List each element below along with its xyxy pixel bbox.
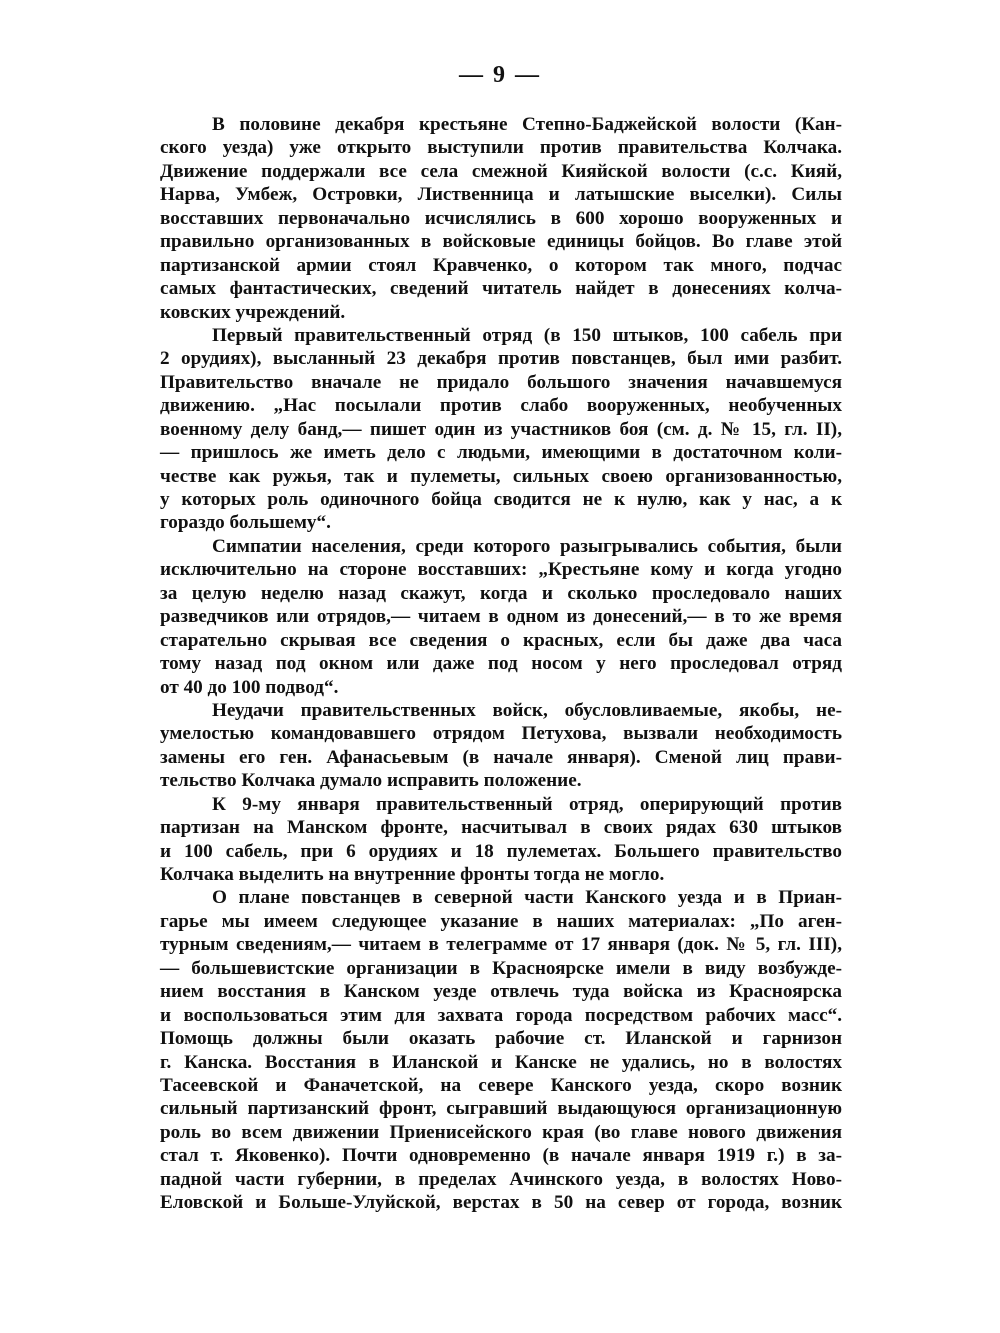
text-line: восставших первоначально исчислялись в 600 хорошо вооруженных и — [160, 207, 842, 229]
body-text — [160, 113, 842, 1215]
text-line: Первый правительственный отряд (в 150 штыков, 100 сабель при — [212, 324, 842, 346]
text-line: О плане повстанцев в северной части Канского уезда и в Приан- — [212, 887, 842, 909]
text-line: честве как ружья, так и пулеметы, сильных своею организованностью, — [160, 465, 842, 487]
text-line: г. Канска. Восстания в Иланской и Канске не удались, но в волостях — [160, 1051, 842, 1073]
text-line: тельство Колчака думало исправить положение. — [160, 770, 582, 792]
text-line: военному делу банд,— пишет один из участников боя (см. д. № 15, гл. II), — [160, 418, 842, 440]
text-line: партизанской армии стоял Кравченко, о котором так много, подчас — [160, 254, 842, 276]
text-line: турным сведениям,— читаем в телеграмме от 17 января (док. № 5, гл. III), — [160, 934, 842, 956]
text-line: Еловской и Больше-Улуйской, верстах в 50 на север от города, возник — [160, 1192, 842, 1214]
text-line: Тасеевской и Фаначетской, на севере Канского уезда, скоро возник — [160, 1074, 842, 1096]
text-line: сильный партизанский фронт, сыгравший выдающуюся организационную — [160, 1098, 842, 1120]
paragraph-4 — [160, 699, 842, 793]
text-line: — большевистские организации в Красноярске имели в виду возбужде- — [160, 957, 842, 979]
text-line: движению. „Нас посылали против слабо вооруженных, необученных — [160, 395, 842, 417]
text-line: исключительно на стороне восставших: „Крестьяне кому и когда угодно — [160, 559, 842, 581]
text-line: Колчака выделить на внутренние фронты тогда не могло. — [160, 864, 665, 885]
text-line: гораздо большему“. — [160, 512, 331, 534]
paragraph-3 — [160, 535, 842, 699]
text-line: правильно организованных в войсковые единицы бойцов. Во главе этой — [160, 231, 842, 253]
text-line: за целую неделю назад скажут, когда и сколько проследовало наших — [160, 582, 842, 604]
text-line: тому назад под окном или даже под носом у него проследовал отряд — [160, 653, 842, 675]
text-line: партизан на Манском фронте, насчитывал в своих рядах 630 штыков — [160, 817, 842, 839]
text-line: Симпатии населения, среди которого разыгрывались события, были — [212, 535, 842, 557]
text-line: ского уезда) уже открыто выступили против правительства Колчака. — [160, 137, 842, 159]
text-line: и воспользоваться этим для захвата города посредством рабочих масс“. — [160, 1004, 842, 1026]
text-line: нием восстания в Канском уезде отвлечь туда войска из Красноярска — [160, 981, 842, 1003]
text-line: падной части губернии, в пределах Ачинского уезда, в волостях Ново- — [160, 1168, 842, 1190]
text-line: старательно скрывая все сведения о красных, если бы даже два часа — [160, 629, 842, 651]
text-line: — пришлось же иметь дело с людьми, имеющими в достаточном коли- — [160, 442, 842, 464]
paragraph-6 — [160, 886, 842, 1214]
text-line: Движение поддержали все села смежной Кияйской волости (с.с. Кияй, — [160, 160, 842, 182]
text-line: самых фантастических, сведений читатель найдет в донесениях колча- — [160, 278, 842, 300]
paragraph-5 — [160, 793, 842, 887]
text-line: В половине декабря крестьяне Степно-Баджейской волости (Кан- — [212, 114, 842, 135]
text-line: Неудачи правительственных войск, обусловливаемые, якобы, не- — [212, 699, 842, 721]
text-line: стал т. Яковенко). Почти одновременно (в начале января 1919 г.) в за- — [160, 1145, 842, 1167]
text-line: и 100 сабель, при 6 орудиях и 18 пулеметах. Большего правительство — [160, 840, 842, 862]
text-line: К 9-му января правительственный отряд, оперирующий против — [212, 793, 842, 815]
text-line: от 40 до 100 подвод“. — [160, 676, 339, 698]
text-line: Нарва, Умбеж, Островки, Лиственница и латышские выселки). Силы — [160, 184, 842, 206]
text-line: разведчиков или отрядов,— читаем в одном из донесений,— в то же время — [160, 606, 842, 628]
text-line: у которых роль одиночного бойца сводится не к нулю, как у нас, а к — [160, 489, 842, 510]
paragraph-2 — [160, 324, 842, 535]
text-line: гарье мы имеем следующее указание в наших материалах: „По аген- — [160, 910, 842, 932]
text-line: роль во всем движении Приенисейского края (во главе нового движения — [160, 1121, 842, 1143]
text-line: ковских учреждений. — [160, 301, 346, 323]
text-line: Правительство вначале не придало большого значения начавшемуся — [160, 371, 842, 393]
page-number: — 9 — — [459, 62, 541, 88]
text-line: замены его ген. Афанасьевым (в начале января). Сменой лиц прави- — [160, 746, 842, 768]
paragraph-1 — [160, 113, 842, 324]
text-line: умелостью командовавшего отрядом Петухова, вызвали необходимость — [160, 723, 842, 745]
text-line: 2 орудиях), высланный 23 декабря против повстанцев, был ими разбит. — [160, 348, 842, 370]
text-line: Помощь должны были оказать рабочие ст. Иланской и гарнизон — [160, 1028, 842, 1050]
